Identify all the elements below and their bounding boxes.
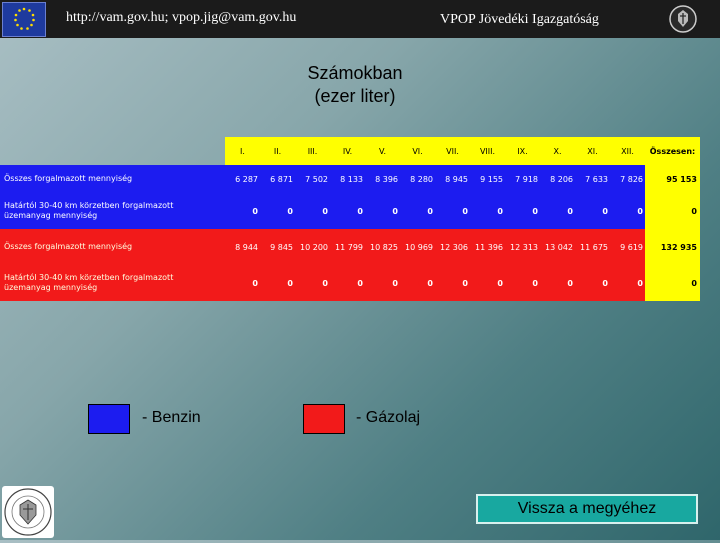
table-cell: 0: [260, 265, 295, 301]
row-label: Összes forgalmazott mennyiség: [0, 165, 225, 193]
table-cell: 0: [610, 193, 645, 229]
total-cell: 0: [645, 265, 700, 301]
table-cell: 7 502: [295, 165, 330, 193]
month-header: V.: [365, 137, 400, 165]
table-cell: 12 313: [505, 229, 540, 265]
table-row: [0, 265, 700, 301]
table-cell: 0: [505, 193, 540, 229]
table-cell: 9 845: [260, 229, 295, 265]
eu-flag-icon: [2, 2, 46, 37]
table-cell: 0: [260, 193, 295, 229]
table-cell: 12 306: [435, 229, 470, 265]
header-bar: [0, 0, 720, 38]
table-cell: 0: [610, 265, 645, 301]
table-cell: 7 826: [610, 165, 645, 193]
table-cell: 0: [575, 265, 610, 301]
table-cell: 10 825: [365, 229, 400, 265]
table-cell: 0: [330, 265, 365, 301]
legend-label-diesel: - Gázolaj: [356, 409, 421, 426]
table-cell: 11 799: [330, 229, 365, 265]
table-cell: 0: [400, 265, 435, 301]
table-row: [0, 165, 700, 193]
legend-label-petrol: - Benzin: [142, 409, 201, 426]
row-label: Határtól 30-40 km körzetben forgalmazott üzemanyag mennyiség: [0, 265, 225, 301]
table-cell: 11 396: [470, 229, 505, 265]
month-header: VI.: [400, 137, 435, 165]
table-cell: 7 918: [505, 165, 540, 193]
table-cell: 0: [330, 193, 365, 229]
legend-swatch-diesel: [303, 404, 345, 434]
table-cell: 0: [575, 193, 610, 229]
table-cell: 0: [225, 193, 260, 229]
table-cell: 8 280: [400, 165, 435, 193]
table-row: [0, 229, 700, 265]
table-cell: 0: [435, 193, 470, 229]
back-to-county-button[interactable]: Vissza a megyéhez: [476, 494, 698, 524]
table-cell: 9 155: [470, 165, 505, 193]
total-cell: 0: [645, 193, 700, 229]
legend-swatch-petrol: [88, 404, 130, 434]
month-header: VIII.: [470, 137, 505, 165]
title-line-2: (ezer liter): [314, 86, 396, 106]
table-cell: 0: [540, 265, 575, 301]
table-header-row: [0, 137, 700, 165]
page-title: [240, 62, 470, 108]
month-header: VII.: [435, 137, 470, 165]
table-cell: 9 619: [610, 229, 645, 265]
table-cell: 10 969: [400, 229, 435, 265]
month-header: IX.: [505, 137, 540, 165]
header-spacer: [0, 137, 225, 165]
table-cell: 0: [365, 193, 400, 229]
table-cell: 8 944: [225, 229, 260, 265]
organization-name: VPOP Jövedéki Igazgatóság: [440, 12, 599, 27]
table-cell: 8 945: [435, 165, 470, 193]
total-cell: 132 935: [645, 229, 700, 265]
table-cell: 0: [295, 265, 330, 301]
table-cell: 8 206: [540, 165, 575, 193]
table-cell: 0: [470, 193, 505, 229]
table-cell: 8 396: [365, 165, 400, 193]
data-table: [0, 137, 700, 301]
month-header: XII.: [610, 137, 645, 165]
month-header: III.: [295, 137, 330, 165]
table-cell: 6 871: [260, 165, 295, 193]
table-cell: 10 200: [295, 229, 330, 265]
table-cell: 0: [225, 265, 260, 301]
month-header: XI.: [575, 137, 610, 165]
table-cell: 0: [435, 265, 470, 301]
total-header: Összesen:: [645, 137, 700, 165]
table-cell: 11 675: [575, 229, 610, 265]
customs-seal-logo: [2, 486, 54, 538]
table-row: [0, 193, 700, 229]
title-line-1: Számokban: [307, 63, 403, 83]
table-cell: 13 042: [540, 229, 575, 265]
contact-info[interactable]: http://vam.gov.hu; vpop.jig@vam.gov.hu: [66, 10, 297, 25]
table-cell: 0: [365, 265, 400, 301]
table-cell: 6 287: [225, 165, 260, 193]
table-cell: 7 633: [575, 165, 610, 193]
row-label: Határtól 30-40 km körzetben forgalmazott üzemanyag mennyiség: [0, 193, 225, 229]
month-header: X.: [540, 137, 575, 165]
customs-emblem-icon: [668, 4, 698, 34]
month-header: IV.: [330, 137, 365, 165]
table-cell: 0: [505, 265, 540, 301]
row-label: Összes forgalmazott mennyiség: [0, 229, 225, 265]
table-cell: 0: [400, 193, 435, 229]
table-cell: 0: [540, 193, 575, 229]
month-header: I.: [225, 137, 260, 165]
total-cell: 95 153: [645, 165, 700, 193]
table-cell: 0: [295, 193, 330, 229]
table-cell: 0: [470, 265, 505, 301]
table-cell: 8 133: [330, 165, 365, 193]
month-header: II.: [260, 137, 295, 165]
